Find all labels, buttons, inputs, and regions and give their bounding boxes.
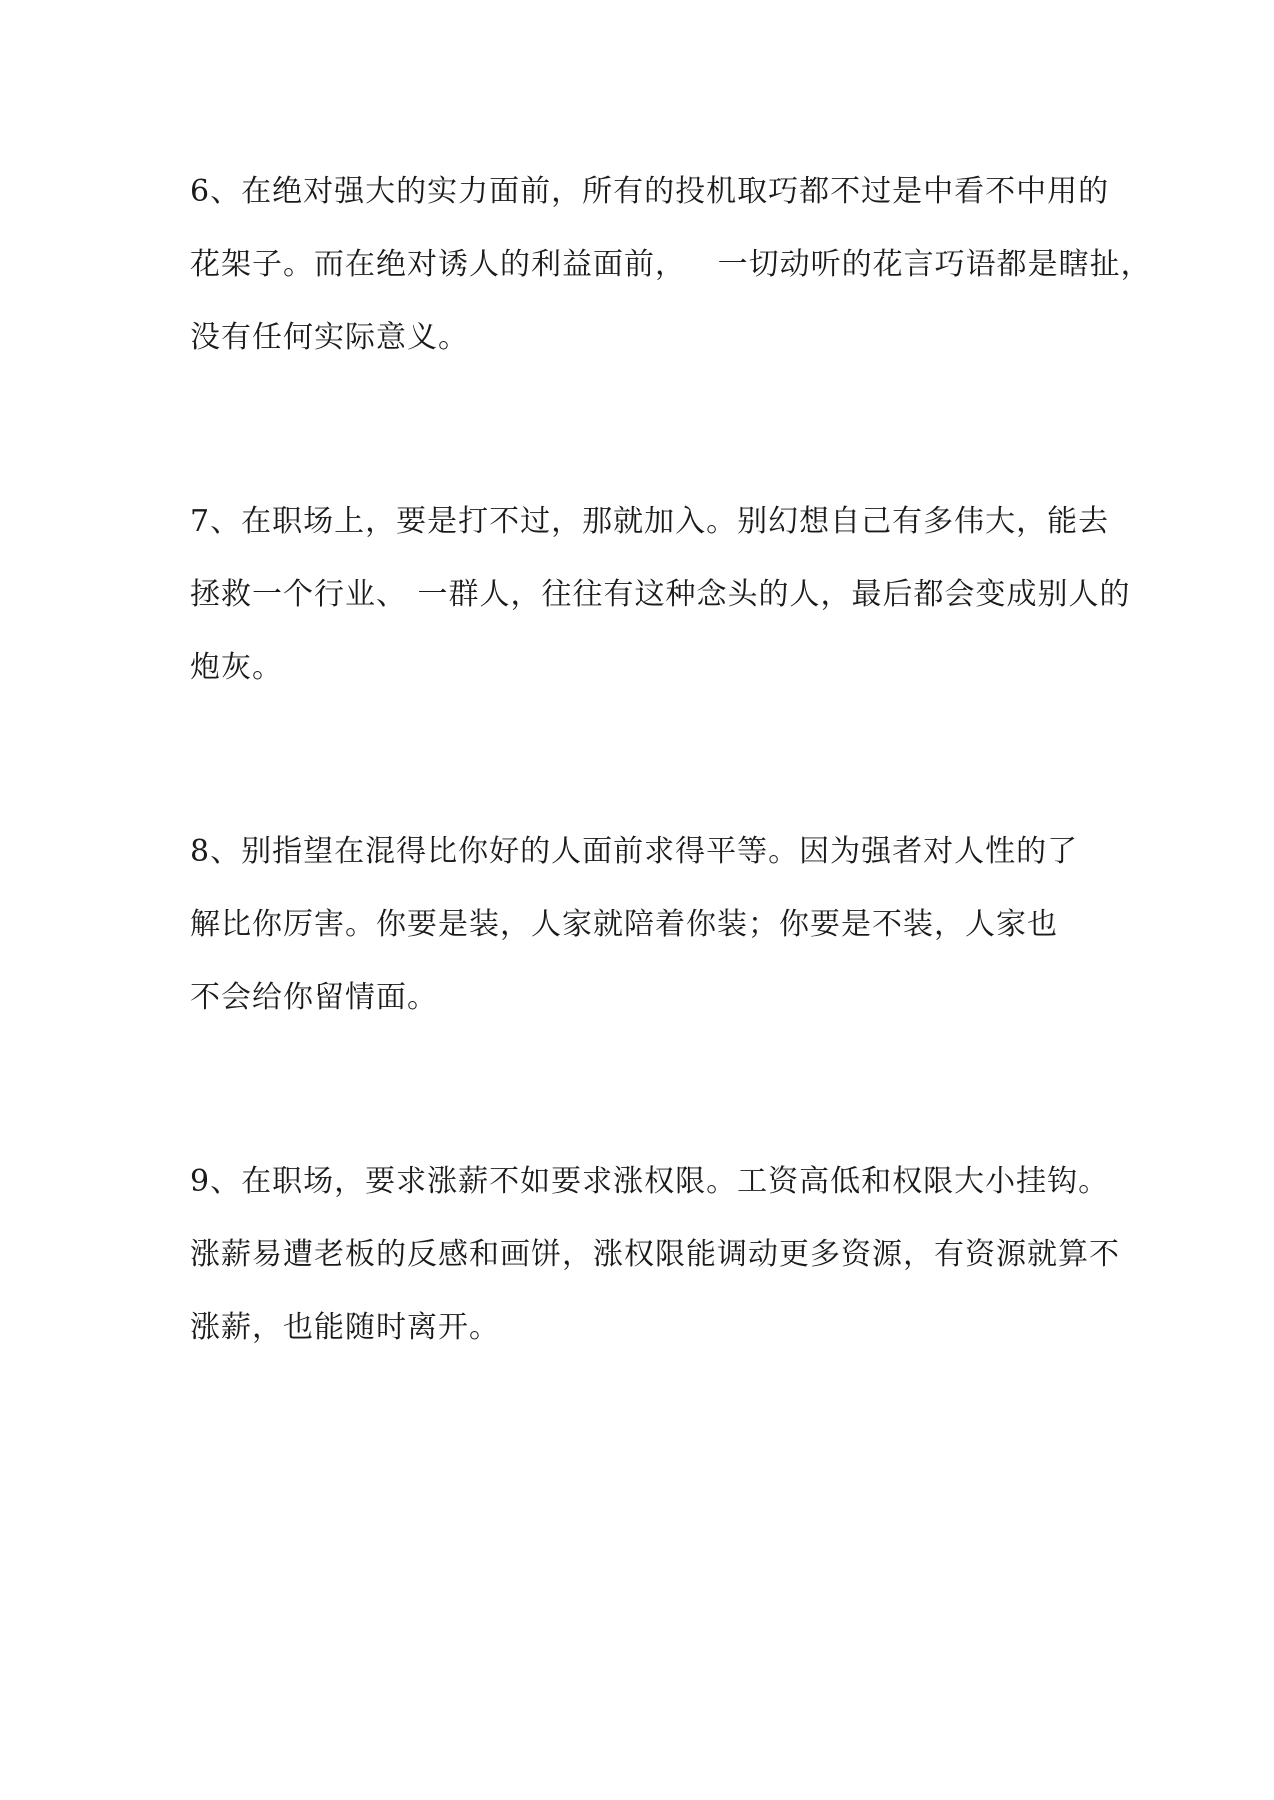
paragraph-line: 8、别指望在混得比你好的人面前求得平等。因为强者对人性的了 — [190, 834, 1079, 869]
paragraph-line: 花架子。而在绝对诱人的利益面前， 一切动听的花言巧语都是瞎扯， — [190, 247, 1152, 282]
paragraph-line: 炮灰。 — [190, 650, 283, 685]
paragraph-line: 9、在职场，要求涨薪不如要求涨权限。工资高低和权限大小挂钩。 — [190, 1164, 1110, 1199]
paragraph-line: 涨薪易遭老板的反感和画饼，涨权限能调动更多资源，有资源就算不 — [190, 1237, 1120, 1272]
paragraph-line: 拯救一个行业、 一群人，往往有这种念头的人，最后都会变成别人的 — [190, 577, 1131, 612]
paragraph-9 — [190, 1160, 1120, 1379]
paragraph-7 — [190, 500, 1131, 719]
paragraph-6 — [190, 170, 1152, 389]
paragraph-line: 7、在职场上，要是打不过，那就加入。别幻想自己有多伟大，能去 — [190, 504, 1110, 539]
paragraph-line: 没有任何实际意义。 — [190, 320, 469, 355]
paragraph-line: 6、在绝对强大的实力面前，所有的投机取巧都不过是中看不中用的 — [190, 174, 1110, 209]
paragraph-line: 解比你厉害。你要是装，人家就陪着你装；你要是不装，人家也 — [190, 907, 1058, 942]
paragraph-line: 涨薪，也能随时离开。 — [190, 1310, 500, 1345]
paragraph-line: 不会给你留情面。 — [190, 980, 438, 1015]
paragraph-8 — [190, 830, 1090, 1049]
